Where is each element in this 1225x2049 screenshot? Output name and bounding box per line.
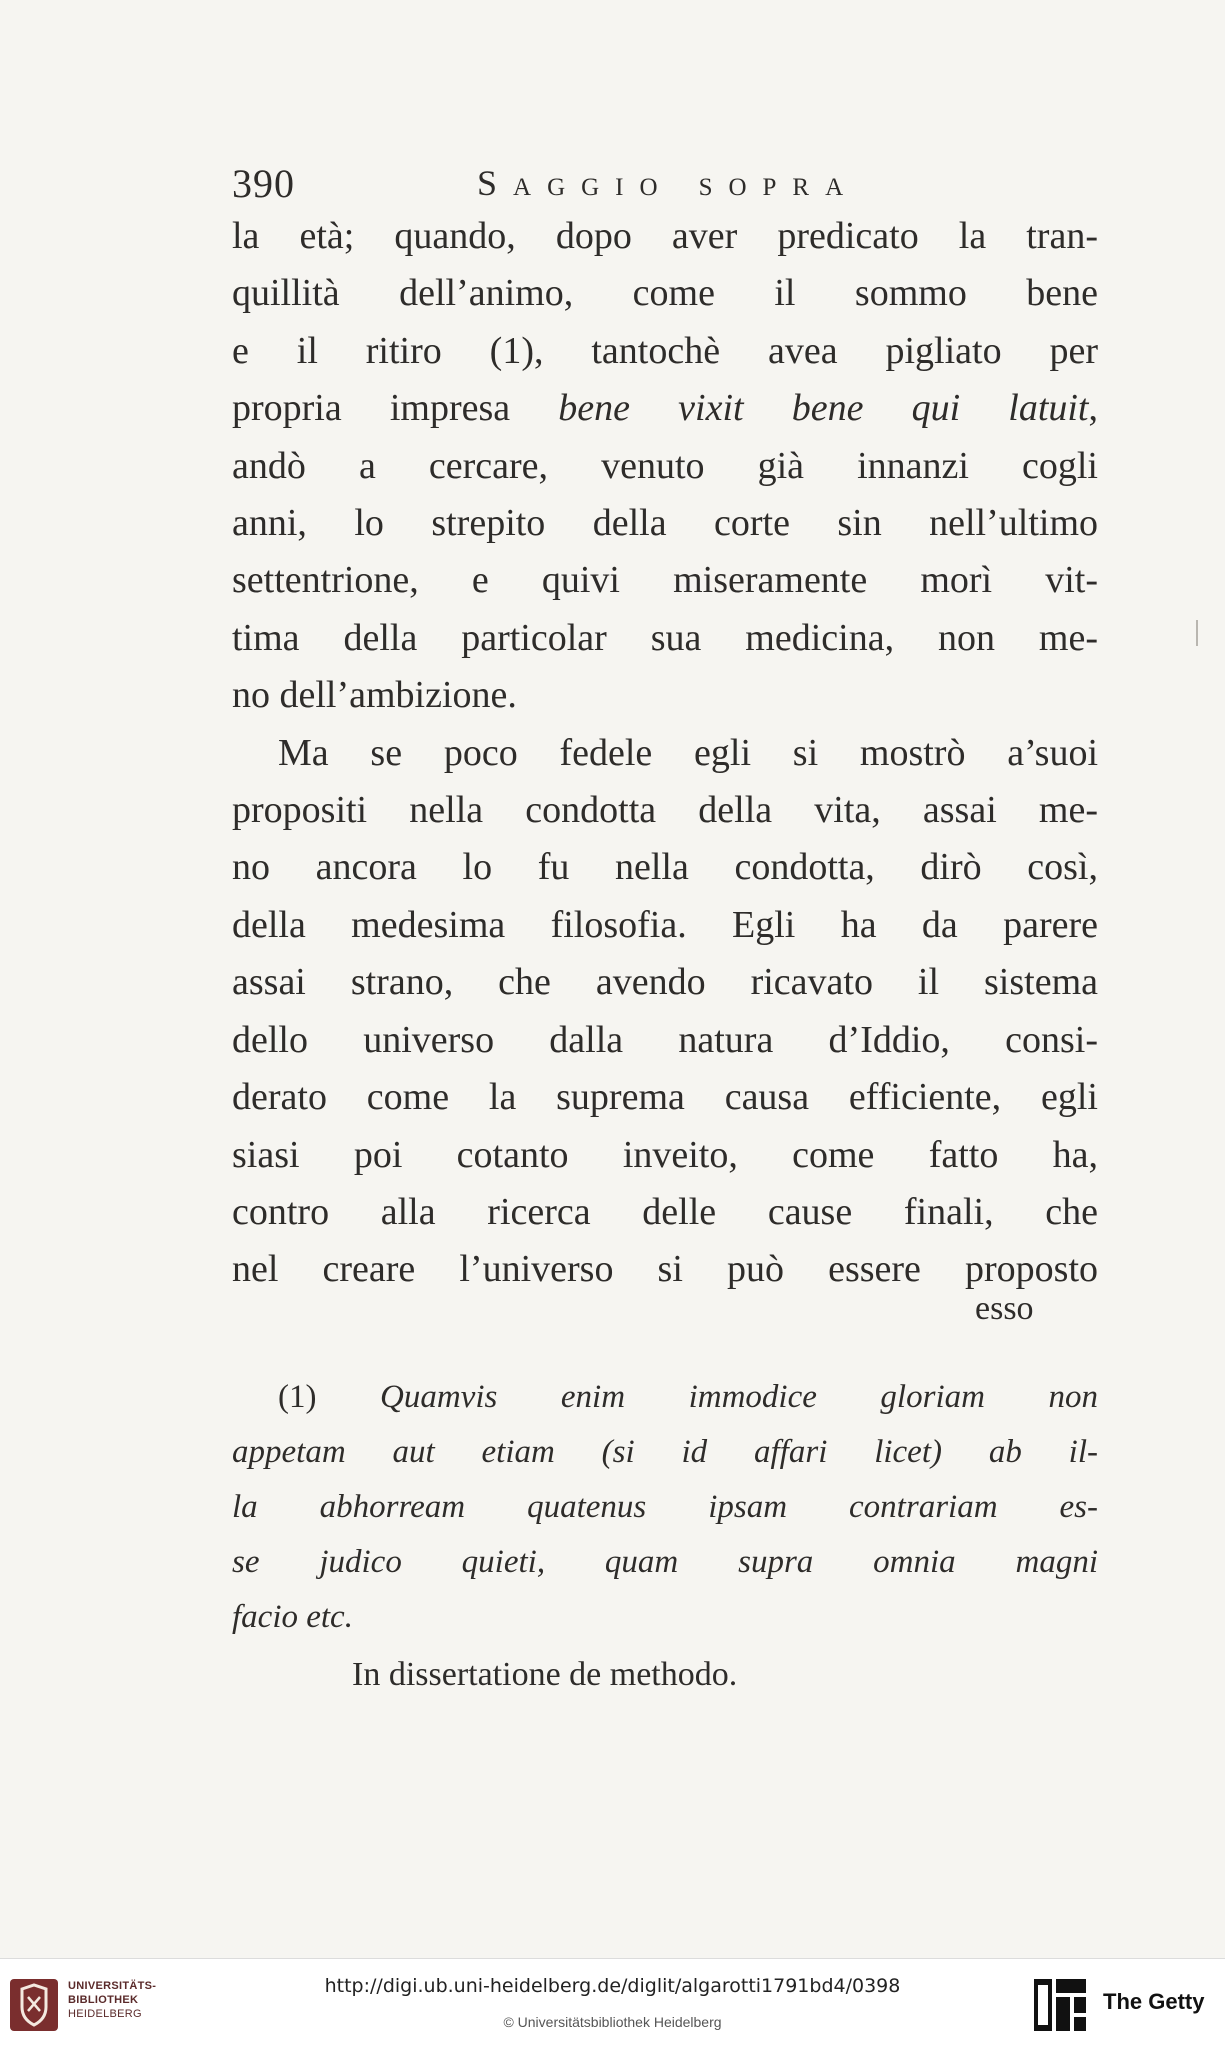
- text-line: la età; quando, dopo aver predicato la tran-: [232, 215, 1098, 257]
- institution-line: BIBLIOTHEK: [68, 1994, 139, 2006]
- text-line: no ancora lo fu nella condotta, dirò così,: [232, 846, 1098, 889]
- running-title: Saggio sopra: [477, 163, 860, 203]
- body-text: [232, 208, 1098, 1299]
- text-line: propositi nella condotta della vita, assai me-: [232, 789, 1098, 832]
- catchword: esso: [975, 1290, 1034, 1327]
- text-line: assai strano, che avendo ricavato il sistema: [232, 961, 1098, 1004]
- text-line: derato come la suprema causa efficiente, egli: [232, 1076, 1098, 1119]
- footnote-reference: In dissertatione de methodo.: [352, 1656, 738, 1693]
- text-line: andò a cercare, venuto già innanzi cogli: [232, 444, 1098, 487]
- footnote-line: appetam aut etiam (si id affari licet) ab il-: [232, 1434, 1098, 1470]
- margin-mark: [1196, 620, 1198, 646]
- page-url[interactable]: http://digi.ub.uni-heidelberg.de/diglit/algarotti1791bd4/0398: [324, 1975, 901, 1997]
- copyright-notice: © Universitätsbibliothek Heidelberg: [503, 2014, 722, 2030]
- partner-name: The Getty: [1103, 1989, 1205, 2014]
- text-line: Ma se poco fedele egli si mostrò a’suoi: [278, 731, 1098, 774]
- institution-line: HEIDELBERG: [68, 2008, 142, 2020]
- text-line: siasi poi cotanto inveito, come fatto ha,: [232, 1133, 1098, 1176]
- text-line: dello universo dalla natura d’Iddio, consi-: [232, 1018, 1098, 1061]
- motto-prefix: propria impresa: [232, 387, 559, 430]
- footnote-line: se judico quieti, quam supra omnia magni: [232, 1544, 1098, 1580]
- text-line: anni, lo strepito della corte sin nell’ultimo: [232, 502, 1098, 545]
- footnote: [232, 1370, 1098, 1702]
- text-line: contro alla ricerca delle cause finali, che: [232, 1190, 1098, 1233]
- text-line: no dell’ambizione.: [232, 674, 517, 717]
- getty-logo-icon: [1030, 1975, 1090, 2035]
- footnote-marker: (1): [278, 1379, 317, 1415]
- page-number: 390: [232, 161, 295, 206]
- viewer-footer: [0, 1958, 1225, 2049]
- text-line: della medesima filosofia. Egli ha da parere: [232, 903, 1098, 946]
- text-line-motto: [232, 380, 1098, 437]
- text-line: tima della particolar sua medicina, non me-: [232, 616, 1098, 659]
- footnote-text: Quamvis enim immodice gloriam non: [380, 1379, 1098, 1415]
- motto-suffix: ,: [1088, 387, 1098, 430]
- text-line: quillità dell’animo, come il sommo bene: [232, 272, 1098, 315]
- footnote-line: [232, 1370, 1098, 1425]
- institution-line: UNIVERSITÄTS-: [68, 1980, 157, 1992]
- page-header: [232, 160, 1092, 210]
- latin-motto: bene vixit bene qui latuit: [558, 387, 1089, 430]
- text-line: e il ritiro (1), tantochè avea pigliato per: [232, 329, 1098, 372]
- footnote-line: facio etc.: [232, 1599, 353, 1635]
- text-line: settentrione, e quivi miseramente morì vit-: [232, 559, 1098, 602]
- text-line: nel creare l’universo si può essere proposto: [232, 1248, 1098, 1291]
- footnote-line: la abhorream quatenus ipsam contrariam es-: [232, 1489, 1098, 1525]
